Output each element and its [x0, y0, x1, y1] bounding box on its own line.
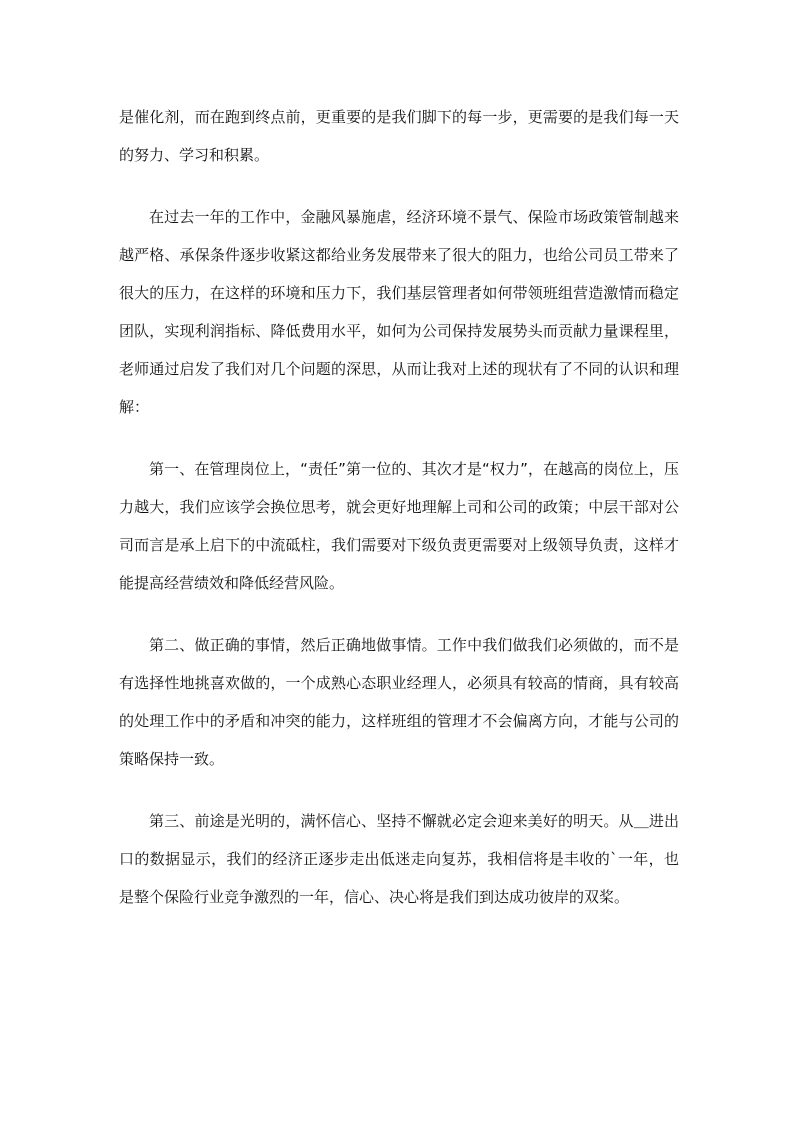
paragraph-point-one: 第一、在管理岗位上，“责任”第一位的、其次才是“权力”，在越高的岗位上，压力越大，我们应该学会换位思考，就会更好地理解上司和公司的政策；中层干部对公司而言是承上启下的中流砥柱，我们需要对下级负责更需要对上级领导负责，这样才能提高经营绩效和降低经营风险。: [119, 460, 679, 592]
paragraph-past-year: 在过去一年的工作中，金融风暴施虐，经济环境不景气、保险市场政策管制越来越严格、承保条件逐步收紧这都给业务发展带来了很大的阻力，也给公司员工带来了很大的压力，在这样的环境和压力下，我们基层管理者如何带领班组营造激情而稳定团队，实现利润指标、降低费用水平，如何为公司保持发展势头而贡献力量课程里，老师通过启发了我们对几个问题的深思，从而让我对上述的现状有了不同的认识和理解：: [119, 208, 679, 416]
paragraph-continued: 是催化剂，而在跑到终点前，更重要的是我们脚下的每一步，更需要的是我们每一天的努力、学习和积累。: [119, 108, 679, 164]
paragraph-point-two: 第二、做正确的事情，然后正确地做事情。工作中我们做我们必须做的，而不是有选择性地挑喜欢做的，一个成熟心态职业经理人，必须具有较高的情商，具有较高的处理工作中的矛盾和冲突的能力，这样班组的管理才不会偏离方向，才能与公司的策略保持一致。: [119, 636, 679, 768]
document-body: [119, 98, 679, 916]
paragraph-point-three: 第三、前途是光明的，满怀信心、坚持不懈就必定会迎来美好的明天。从＿进出口的数据显示，我们的经济正逐步走出低迷走向复苏，我相信将是丰收的`一年，也是整个保险行业竞争激烈的一年，信心、决心将是我们到达成功彼岸的双桨。: [119, 812, 679, 906]
